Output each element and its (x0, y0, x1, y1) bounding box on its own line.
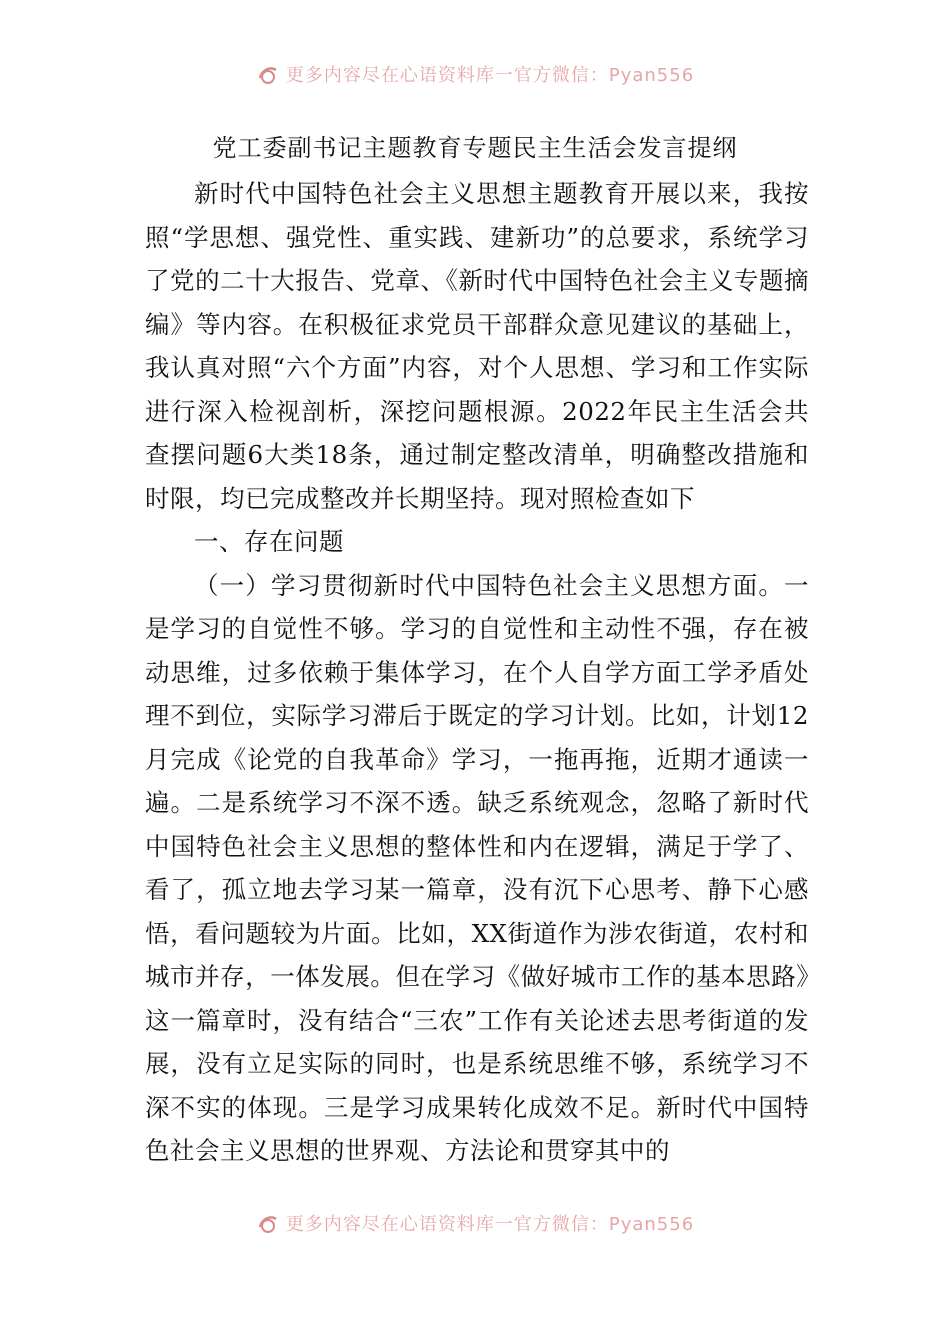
watermark-text: 更多内容尽在心语资料库一官方微信：Pyan556 (285, 65, 695, 86)
document-body (145, 172, 809, 1173)
watermark-header (0, 54, 950, 94)
paragraph-intro: 新时代中国特色社会主义思想主题教育开展以来，我按照“学思想、强党性、重实践、建新功”的总要求，系统学习了党的二十大报告、党章、《新时代中国特色社会主义专题摘编》等内容。在积极征求党员干部群众意见建议的基础上，我认真对照“六个方面”内容，对个人思想、学习和工作实际进行深入检视剖析，深挖问题根源。2022年民主生活会共查摆问题6大类18条，通过制定整改清单，明确整改措施和时限，均已完成整改并长期坚持。现对照检查如下 (145, 179, 809, 513)
section-heading: 一、存在问题 (194, 527, 344, 556)
paragraph-issue-1: （一）学习贯彻新时代中国特色社会主义思想方面。一是学习的自觉性不够。学习的自觉性和主动性不强，存在被动思维，过多依赖于集体学习，在个人自学方面工学矛盾处理不到位，实际学习滞后于既定的学习计划。比如，计划12月完成《论党的自我革命》学习，一拖再拖，近期才通读一遍。二是系统学习不深不透。缺乏系统观念，忽略了新时代中国特色社会主义思想的整体性和内在逻辑，满足于学了、看了，孤立地去学习某一篇章，没有沉下心思考、静下心感悟，看问题较为片面。比如，XX街道作为涉农街道，农村和城市并存，一体发展。但在学习《做好城市工作的基本思路》这一篇章时，没有结合“三农”工作有关论述去思考街道的发展，没有立足实际的同时，也是系统思维不够，系统学习不深不实的体现。三是学习成果转化成效不足。新时代中国特色社会主义思想的世界观、方法论和贯穿其中的 (145, 570, 809, 1165)
watermark-logo-icon (256, 1211, 280, 1235)
watermark-footer (0, 1203, 950, 1243)
watermark-text: 更多内容尽在心语资料库一官方微信：Pyan556 (285, 1214, 695, 1235)
document-title: 党工委副书记主题教育专题民主生活会发言提纲 (212, 134, 738, 162)
watermark-logo-icon (256, 62, 280, 86)
